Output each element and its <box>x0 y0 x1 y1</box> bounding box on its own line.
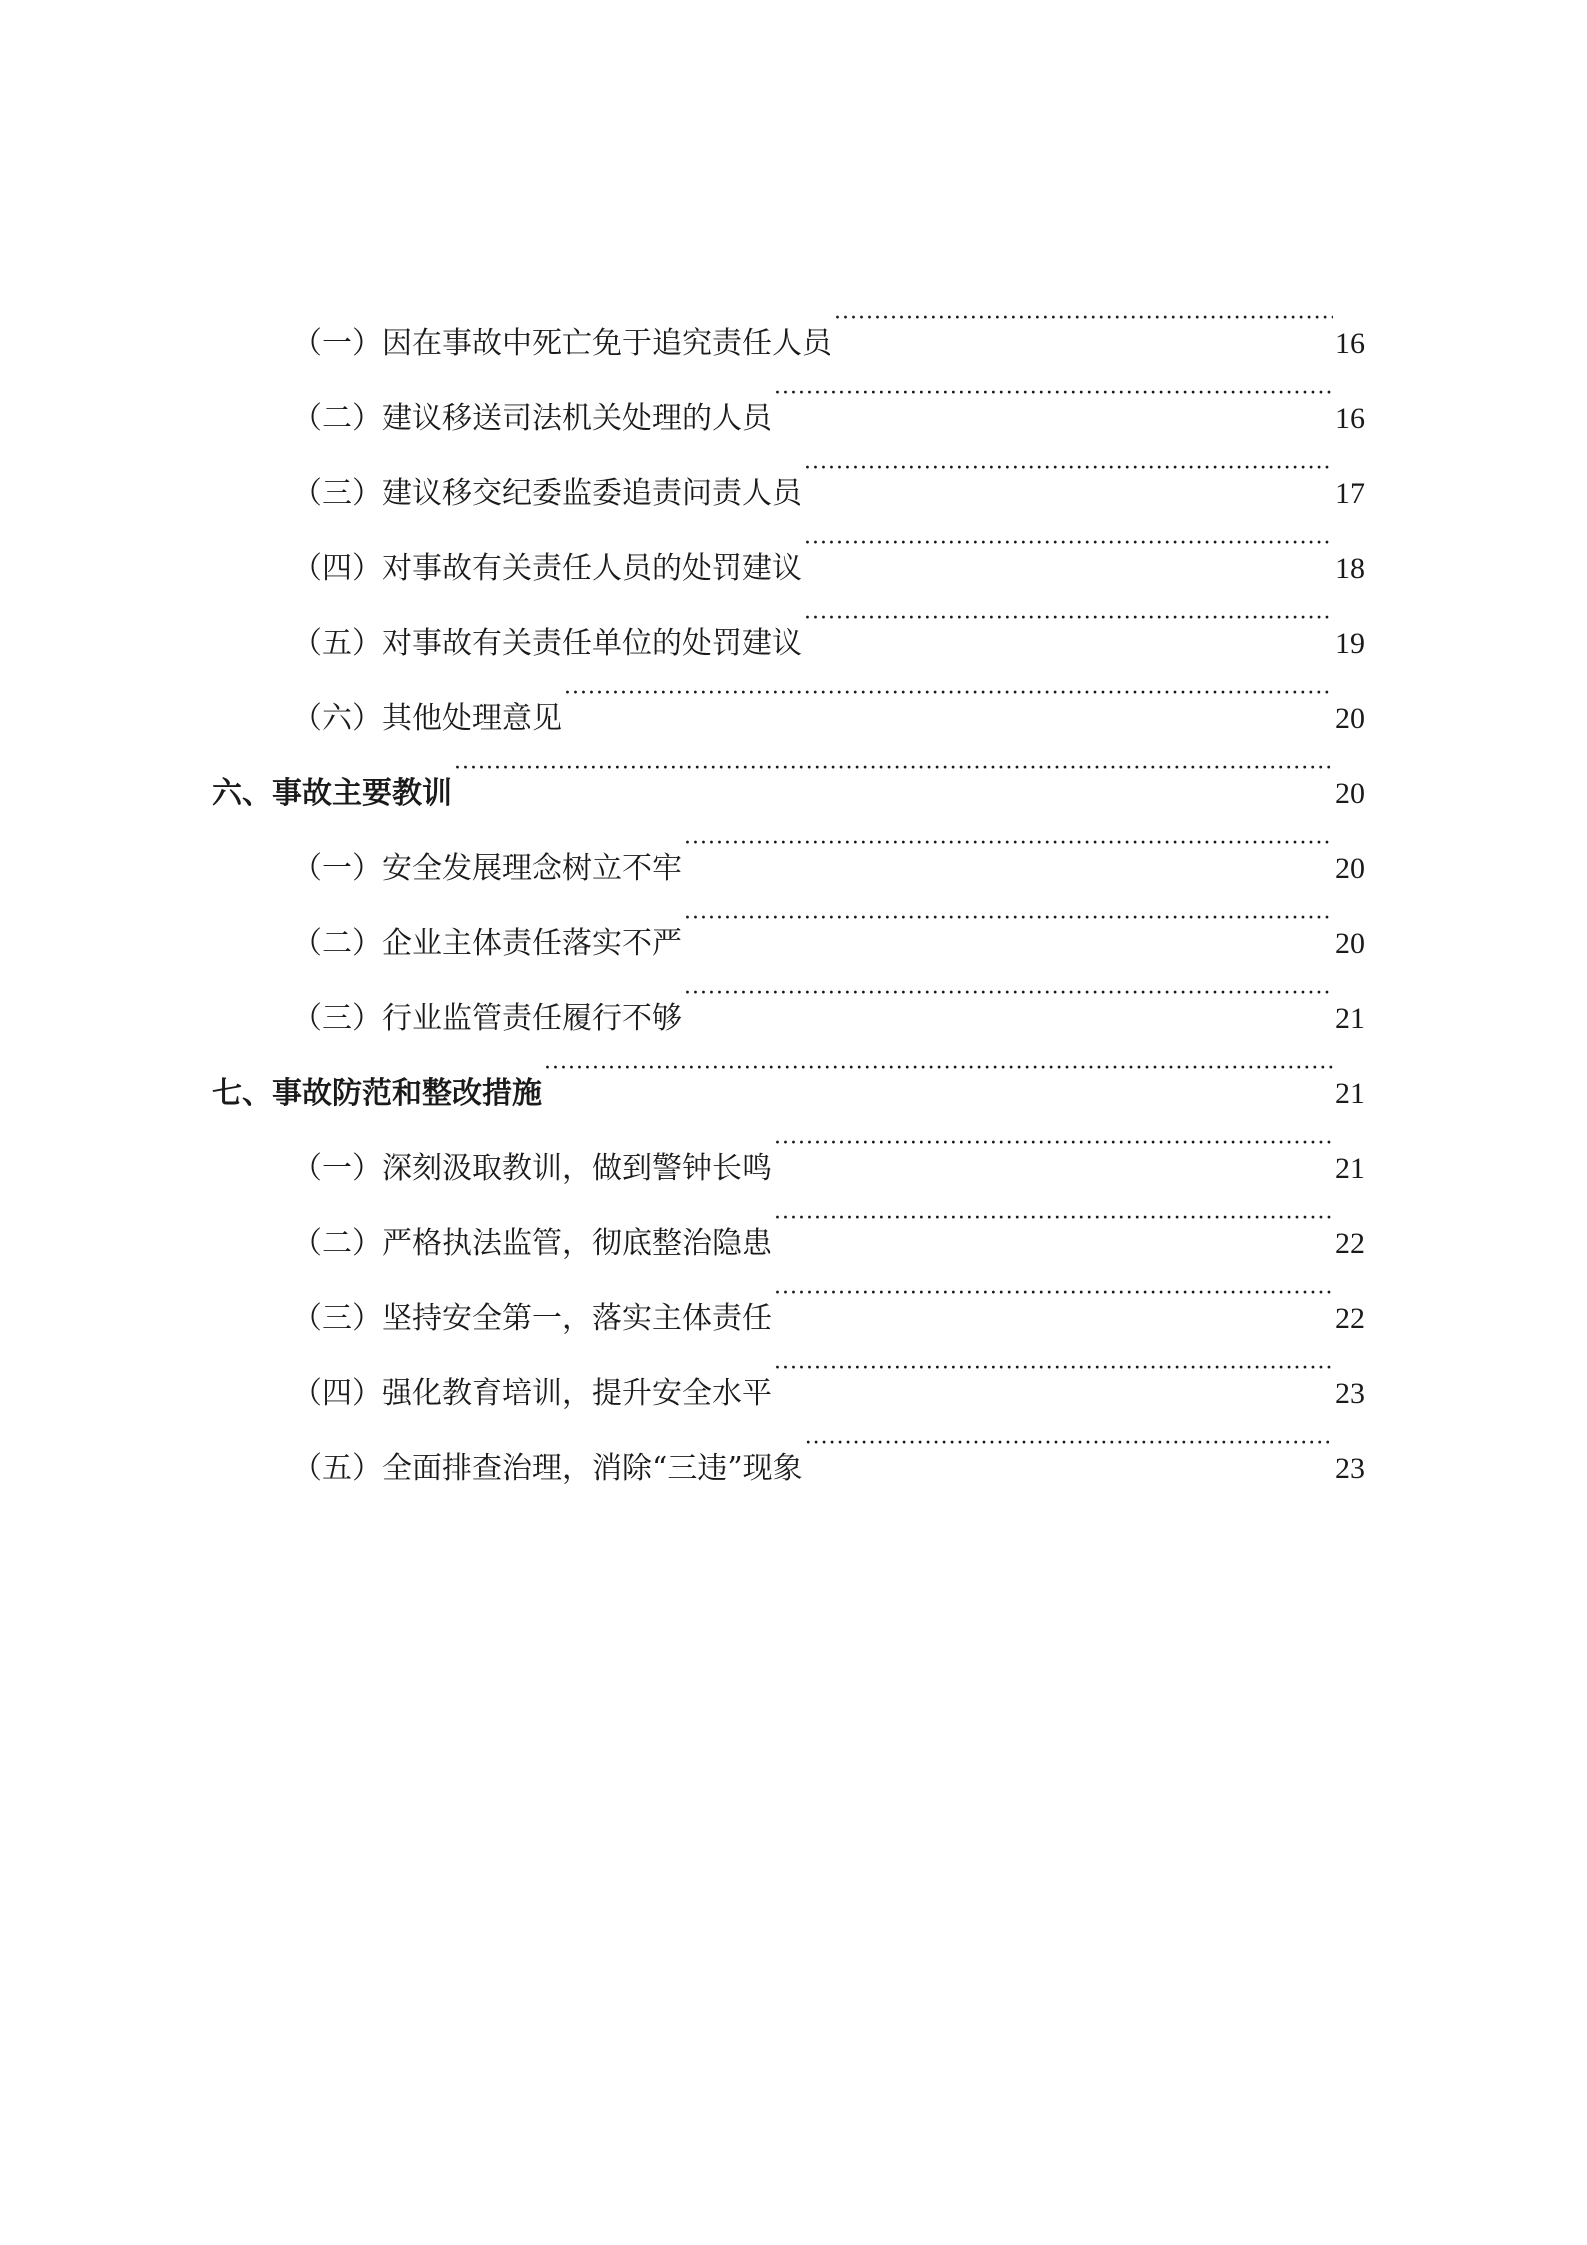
toc-entry-label: （一）因在事故中死亡免于追究责任人员 <box>292 326 832 361</box>
toc-entry[interactable] <box>292 1430 1365 1486</box>
toc-entry[interactable] <box>292 1280 1365 1336</box>
toc-entry[interactable] <box>292 905 1365 961</box>
toc-entry-leader <box>684 905 1333 953</box>
toc-entry-page: 21 <box>1335 1077 1365 1110</box>
toc-section-heading[interactable] <box>212 1055 1365 1111</box>
toc-entry[interactable] <box>292 605 1365 661</box>
toc-entry-leader <box>774 1205 1333 1253</box>
toc-entry-label: （三）建议移交纪委监委追责问责人员 <box>292 476 802 511</box>
toc-entry-label: （二）严格执法监管，彻底整治隐患 <box>292 1226 772 1261</box>
toc-entry-page: 20 <box>1335 852 1365 885</box>
toc-entry-page: 22 <box>1335 1302 1365 1335</box>
toc-entry-page: 20 <box>1335 927 1365 960</box>
toc-entry-label: 六、事故主要教训 <box>212 776 452 811</box>
toc-entry-leader <box>544 1055 1333 1103</box>
toc-entry-leader <box>774 380 1333 428</box>
toc-entry-leader <box>774 1280 1333 1328</box>
toc-entry-label: （六）其他处理意见 <box>292 701 562 736</box>
toc-entry-label: （二）企业主体责任落实不严 <box>292 926 682 961</box>
toc-entry[interactable] <box>292 1205 1365 1261</box>
toc-entry-label: 七、事故防范和整改措施 <box>212 1076 542 1111</box>
toc-entry-page: 23 <box>1335 1377 1365 1410</box>
toc-entry-label: （五）对事故有关责任单位的处罚建议 <box>292 626 802 661</box>
toc-entry[interactable] <box>292 305 1365 361</box>
toc-entry-leader <box>684 830 1333 878</box>
toc-entry-label: （一）深刻汲取教训，做到警钟长鸣 <box>292 1151 772 1186</box>
toc-entry-page: 16 <box>1335 327 1365 360</box>
toc-entry-page: 21 <box>1335 1002 1365 1035</box>
toc-entry-label: （一）安全发展理念树立不牢 <box>292 851 682 886</box>
toc-entry-leader <box>454 755 1333 803</box>
toc-entry[interactable] <box>292 380 1365 436</box>
toc-entry-label: （二）建议移送司法机关处理的人员 <box>292 401 772 436</box>
toc-entry[interactable] <box>292 1130 1365 1186</box>
toc-entry[interactable] <box>292 530 1365 586</box>
toc-entry-leader <box>774 1355 1333 1403</box>
toc-section-heading[interactable] <box>212 755 1365 811</box>
toc-entry[interactable] <box>292 455 1365 511</box>
toc-entry[interactable] <box>292 1355 1365 1411</box>
toc-entry-page: 20 <box>1335 777 1365 810</box>
toc-entry[interactable] <box>292 830 1365 886</box>
toc-entry-leader <box>834 305 1333 353</box>
toc-entry-page: 23 <box>1335 1452 1365 1485</box>
toc-entry-leader <box>805 1430 1333 1478</box>
toc-entry-page: 19 <box>1335 627 1365 660</box>
toc-entry-label: （三）行业监管责任履行不够 <box>292 1001 682 1036</box>
toc-entry-page: 18 <box>1335 552 1365 585</box>
toc-entry-leader <box>804 455 1333 503</box>
toc-entry-page: 17 <box>1335 477 1365 510</box>
toc-entry[interactable] <box>292 980 1365 1036</box>
toc-entry[interactable] <box>292 680 1365 736</box>
toc-entry-label: （五）全面排查治理，消除“三违”现象 <box>292 1451 803 1486</box>
toc-entry-page: 21 <box>1335 1152 1365 1185</box>
toc-entry-page: 22 <box>1335 1227 1365 1260</box>
toc-entry-label: （三）坚持安全第一，落实主体责任 <box>292 1301 772 1336</box>
toc-entry-leader <box>564 680 1333 728</box>
toc-entry-leader <box>684 980 1333 1028</box>
toc-entry-leader <box>774 1130 1333 1178</box>
toc-entry-label: （四）强化教育培训，提升安全水平 <box>292 1376 772 1411</box>
toc-entry-page: 20 <box>1335 702 1365 735</box>
toc-entry-leader <box>804 605 1333 653</box>
toc-entry-leader <box>804 530 1333 578</box>
toc-entry-page: 16 <box>1335 402 1365 435</box>
toc-entry-label: （四）对事故有关责任人员的处罚建议 <box>292 551 802 586</box>
